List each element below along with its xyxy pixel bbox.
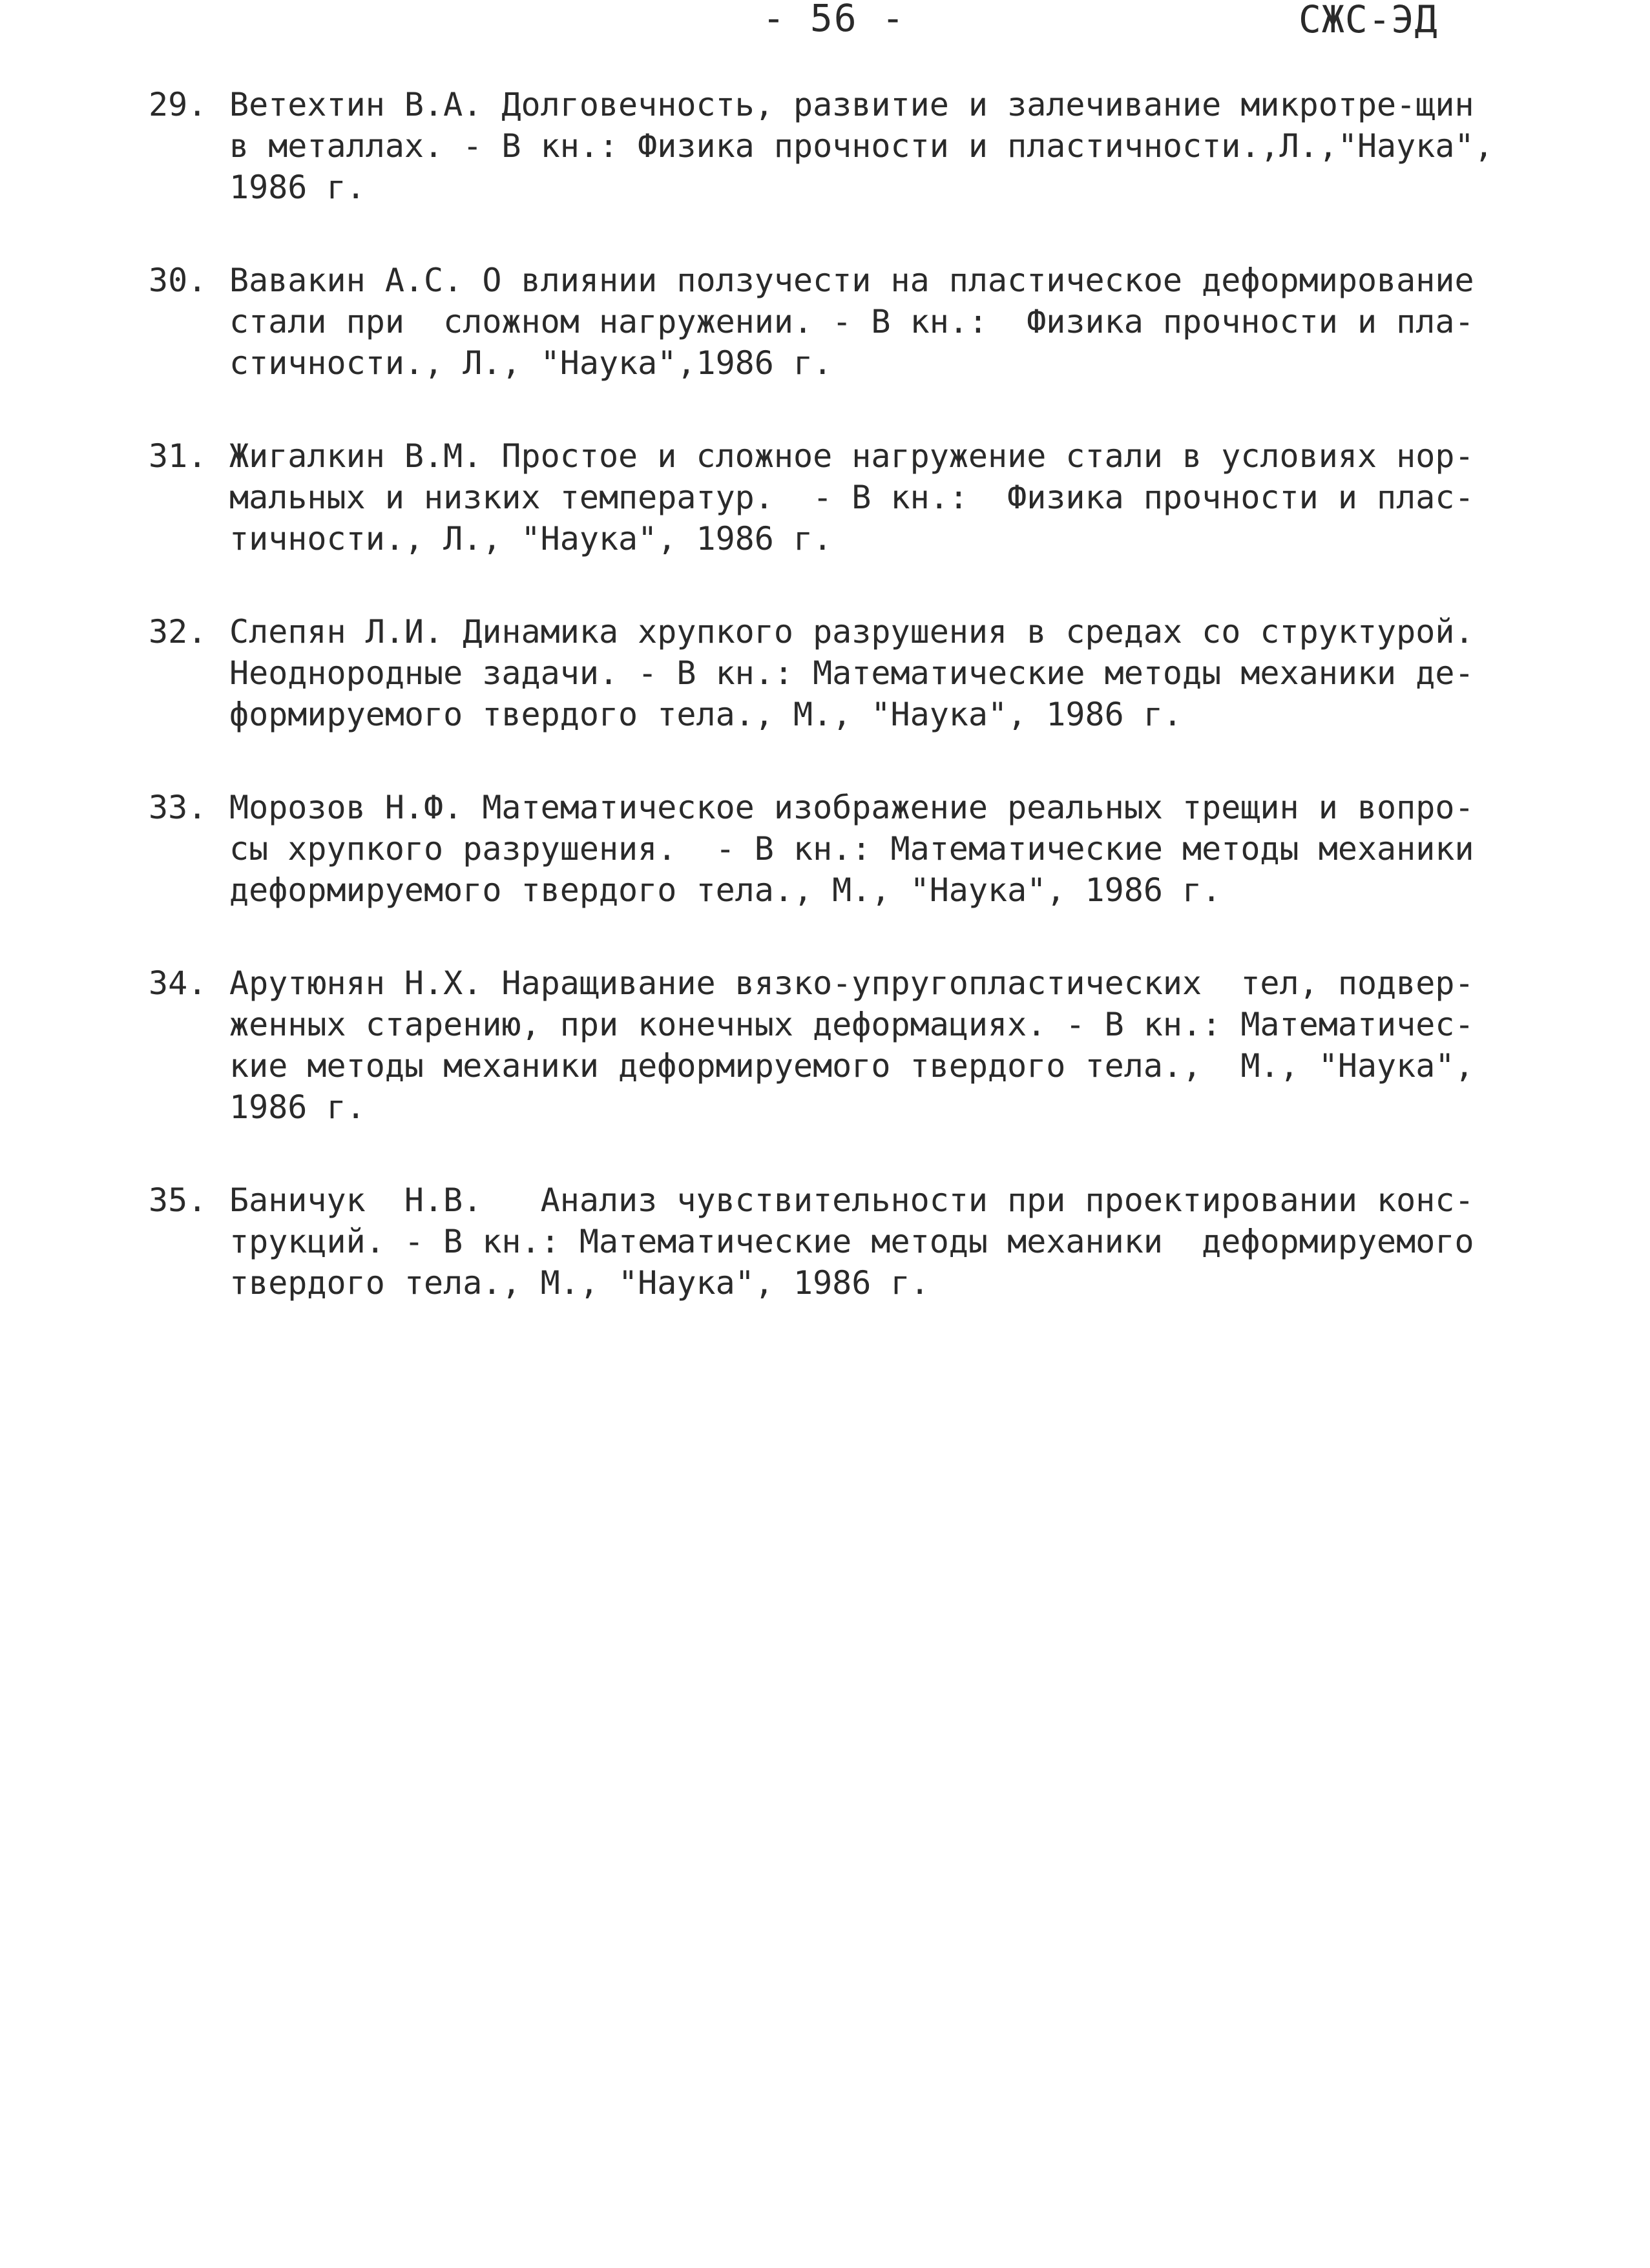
reference-text-line: Морозов Н.Ф. Математическое изображение реальных трещин и вопро- xyxy=(229,789,1474,826)
reference-text-line: кие методы механики деформируемого твердого тела., М., "Наука", xyxy=(229,1047,1474,1085)
reference-item-32 xyxy=(149,611,1538,735)
reference-text-line: деформируемого твердого тела., М., "Наука", 1986 г. xyxy=(229,871,1222,909)
reference-text-line: сы хрупкого разрушения. - В кн.: Математические методы механики xyxy=(229,830,1474,868)
reference-text-line: стали при сложном нагружении. - В кн.: Физика прочности и пла- xyxy=(229,303,1474,340)
reference-item-35 xyxy=(149,1180,1538,1304)
page-number: - 56 - xyxy=(762,0,906,40)
reference-text-line: Слепян Л.И. Динамика хрупкого разрушения в средах со структурой. xyxy=(229,613,1474,650)
reference-text-line: тичности., Л., "Наука", 1986 г. xyxy=(229,520,833,557)
document-code: СЖС-ЭД xyxy=(1299,0,1438,41)
reference-text-line: Неоднородные задачи. - В кн.: Математические методы механики де- xyxy=(229,654,1474,692)
reference-item-30 xyxy=(149,260,1538,384)
reference-number: 33. xyxy=(149,789,207,826)
reference-text-line: мальных и низких температур. - В кн.: Физика прочности и плас- xyxy=(229,479,1474,516)
reference-number: 32. xyxy=(149,613,207,650)
reference-text-line: Арутюнян Н.Х. Наращивание вязко-упругопластических тел, подвер- xyxy=(229,964,1474,1002)
reference-text-line: Жигалкин В.М. Простое и сложное нагружение стали в условиях нор- xyxy=(229,437,1474,475)
reference-text-line: стичности., Л., "Наука",1986 г. xyxy=(229,344,833,382)
reference-text-line: 1986 г. xyxy=(229,1088,366,1126)
reference-text-line: формируемого твердого тела., М., "Наука", 1986 г. xyxy=(229,696,1183,733)
reference-item-29 xyxy=(149,84,1538,208)
reference-text-line: трукций. - В кн.: Математические методы механики деформируемого xyxy=(229,1223,1474,1260)
reference-number: 35. xyxy=(149,1181,207,1219)
reference-item-33 xyxy=(149,787,1538,911)
reference-list xyxy=(149,84,1538,1355)
reference-text-line: Баничук Н.В. Анализ чувствительности при проектировании конс- xyxy=(229,1181,1474,1219)
reference-text-line: женных старению, при конечных деформациях. - В кн.: Математичес- xyxy=(229,1006,1474,1043)
reference-number: 34. xyxy=(149,964,207,1002)
reference-number: 29. xyxy=(149,86,207,123)
reference-text-line: Вавакин А.С. О влиянии ползучести на пластическое деформирование xyxy=(229,262,1474,299)
reference-text-line: Ветехтин В.А. Долговечность, развитие и залечивание микротре-щин xyxy=(229,86,1474,123)
reference-number: 30. xyxy=(149,262,207,299)
reference-text-line: 1986 г. xyxy=(229,169,366,206)
reference-text-line: в металлах. - В кн.: Физика прочности и пластичности.,Л.,"Наука", xyxy=(229,127,1494,165)
reference-number: 31. xyxy=(149,437,207,475)
reference-item-31 xyxy=(149,435,1538,559)
reference-text-line: твердого тела., М., "Наука", 1986 г. xyxy=(229,1264,930,1302)
reference-item-34 xyxy=(149,962,1538,1128)
